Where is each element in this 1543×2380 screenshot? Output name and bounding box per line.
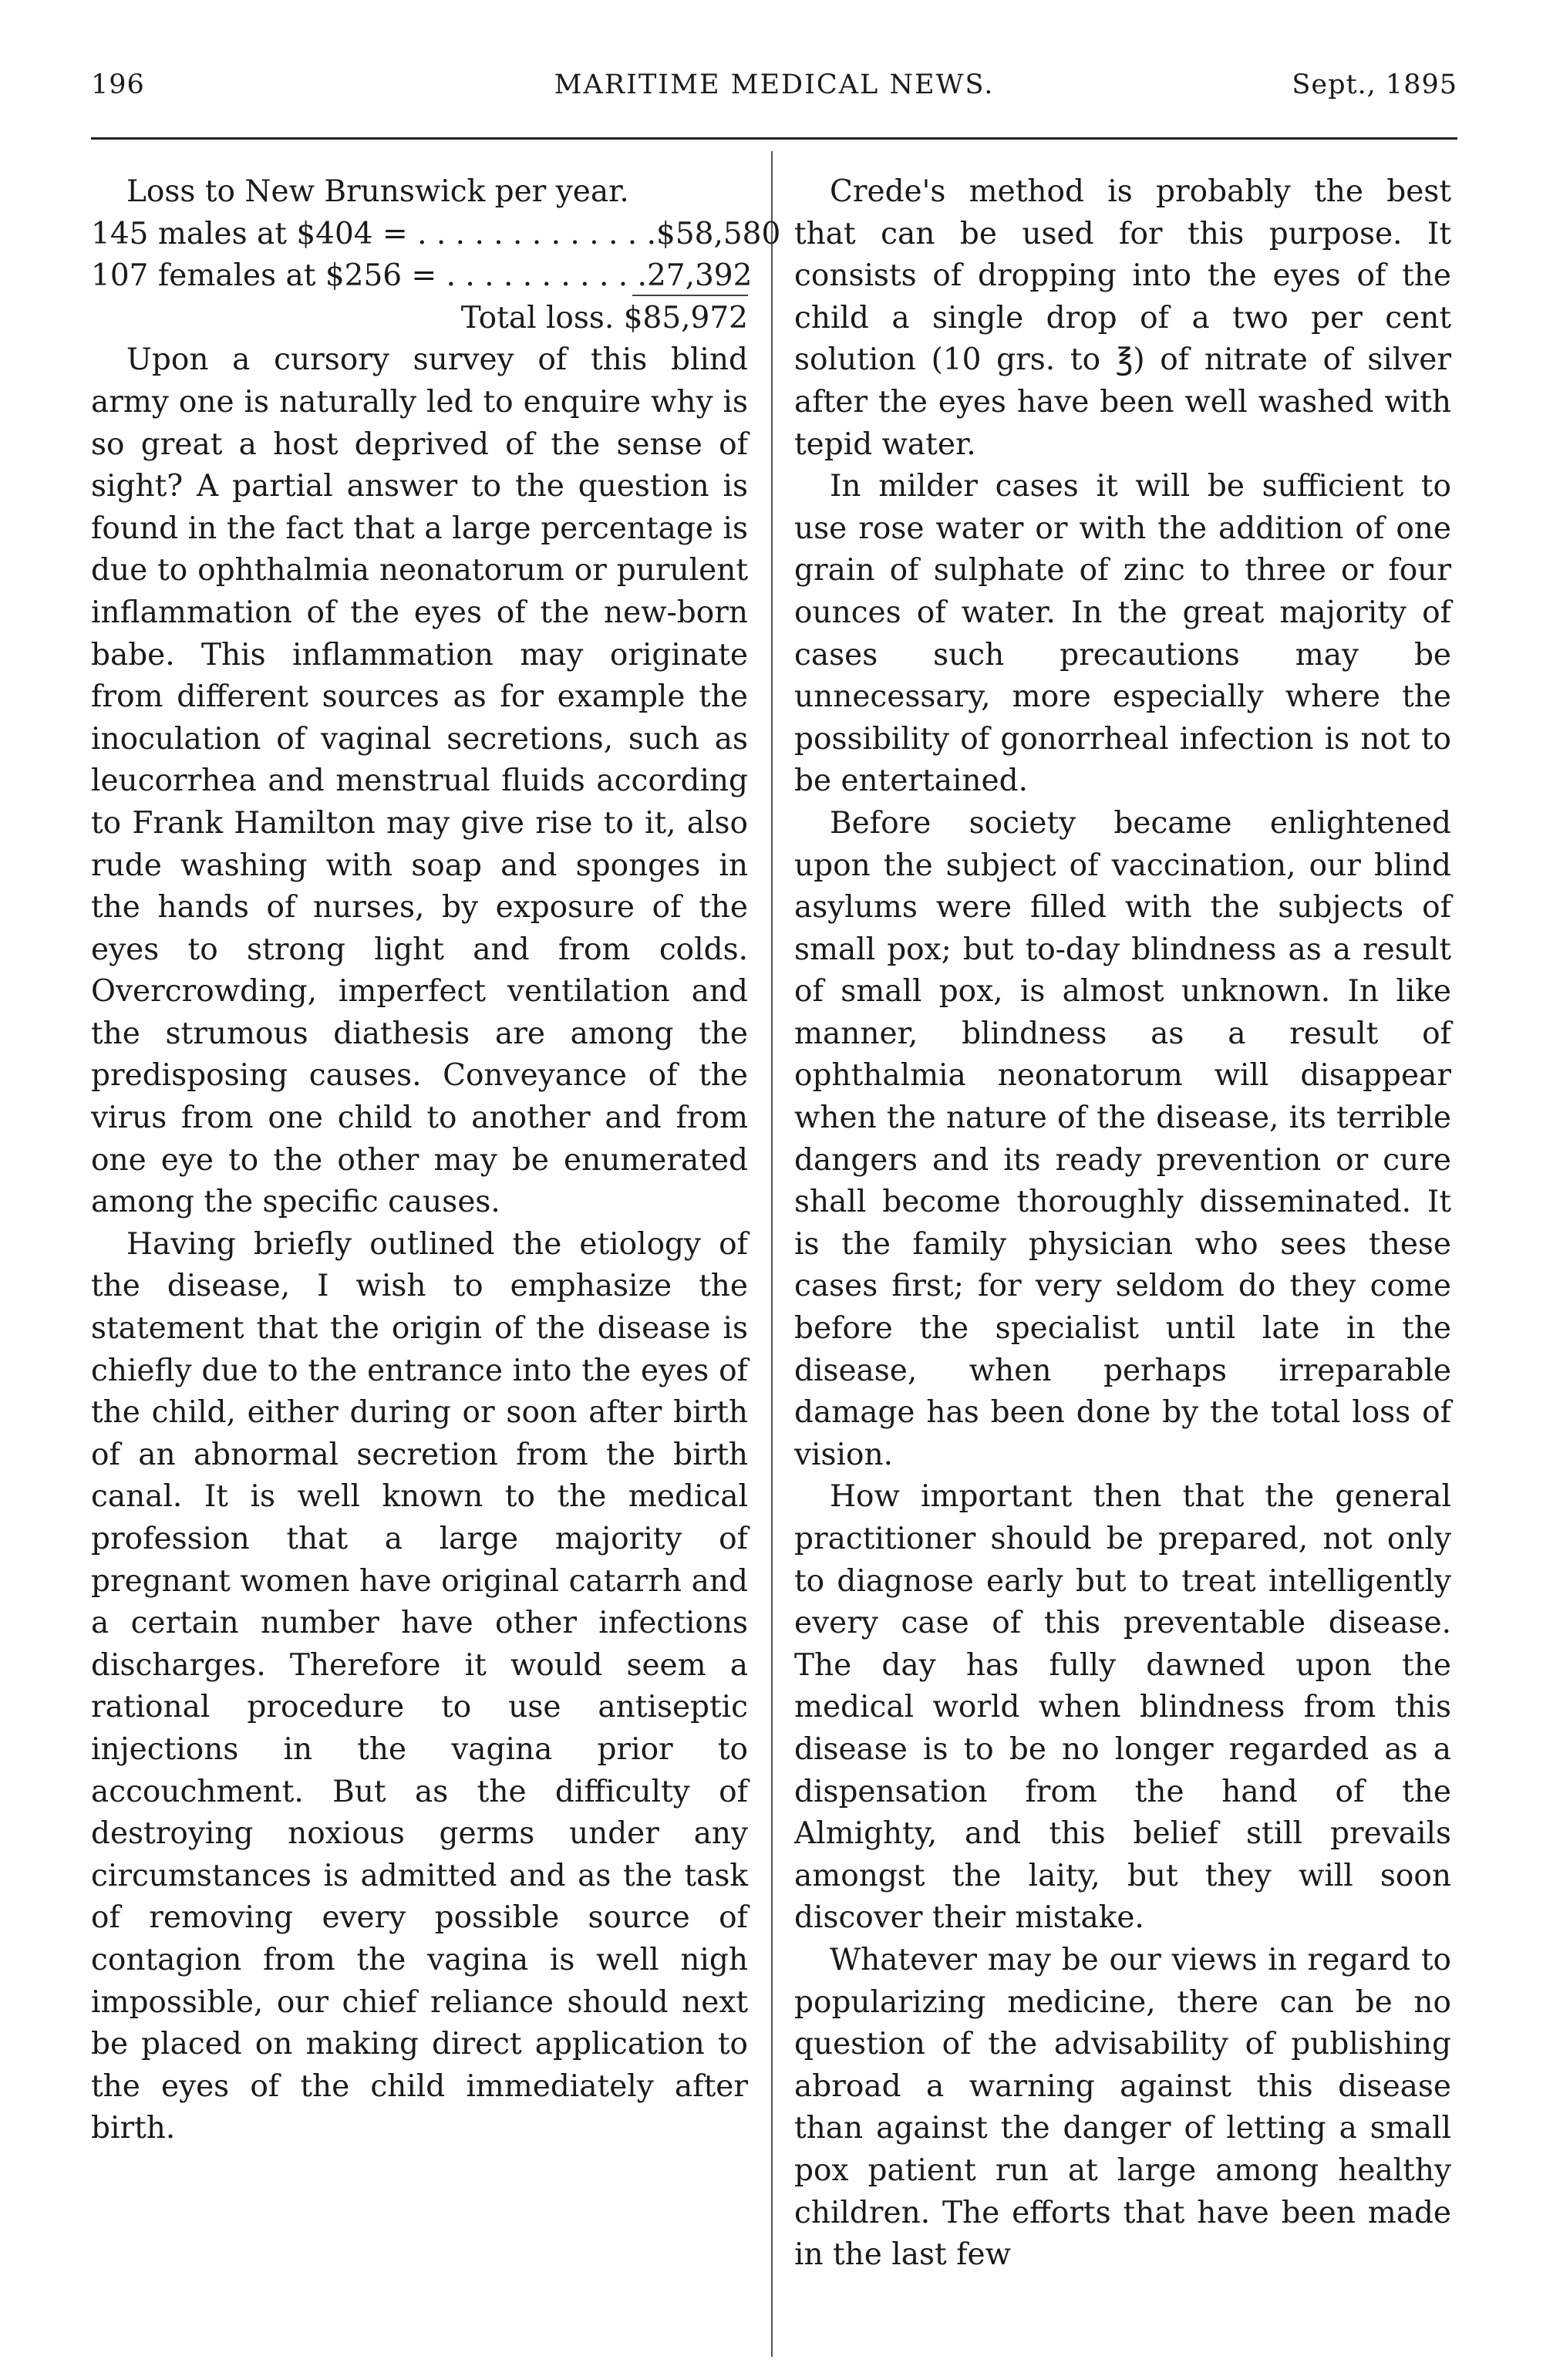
loss-total-text: Total loss. $85,972	[460, 300, 748, 335]
loss-row-males	[91, 214, 781, 256]
paragraph: Whatever may be our views in regard to popularizing medicine, there can be no question of the advisability of publishing abroad a warning against this disease than against the danger of letting a small pox patient run at large among healthy children. The efforts that have been made in the last few	[794, 1942, 1451, 2273]
loss-row-value: 27,392	[646, 258, 753, 294]
loss-row-value: $58,580	[656, 216, 781, 251]
header-rule	[91, 137, 1457, 140]
issue-date: Sept., 1895	[1292, 69, 1457, 100]
loss-row-females	[91, 255, 753, 298]
running-header	[91, 69, 1457, 116]
loss-table-title: Loss to New Brunswick per year.	[126, 174, 629, 209]
sum-rule	[632, 295, 748, 296]
column-divider	[771, 151, 773, 2357]
paragraph: How important then that the general practitioner should be prepared, not only to diagnose early but to treat intelligently every case of this preventable disease. The day has fully dawned upon the medical world when blindness from this disease is to be no longer regarded as a dispensation from the hand of the Almighty, and this belief still prevails amongst the laity, but they will soon discover their mistake.	[794, 1479, 1451, 1936]
paragraph: Before society became enlightened upon the subject of vaccination, our blind asylums were filled with the subjects of small pox; but to-day blindness as a result of small pox, is almost unknown. In like manner, blindness as a result of ophthalmia neonatorum will disappear when the nature of the disease, its terrible dangers and its ready prevention or cure shall become thoroughly disseminated. It is the family physician who sees these cases first; for very seldom do they come before the specialist until late in the disease, when perhaps irreparable damage has been done by the total loss of vision.	[794, 805, 1451, 1472]
left-column	[91, 171, 781, 2150]
paragraph: Upon a cursory survey of this blind army one is naturally led to enquire why is so great a host deprived of the sense of sight? A partial answer to the question is found in the fact that a large percentage is due to ophthalmia neonatorum or purulent inflammation of the eyes of the new-born babe. This inflammation may originate from different sources as for example the inoculation of vaginal secretions, such as leucorrhea and menstrual fluids according to Frank Hamilton may give rise to it, also rude washing with soap and sponges in the hands of nurses, by exposure of the eyes to strong light and from colds. Overcrowding, imperfect ventilation and the strumous diathesis are among the predisposing causes. Conveyance of the virus from one child to another and from one eye to the other may be enumerated among the specific causes.	[91, 342, 748, 1220]
loss-table	[91, 171, 781, 339]
paragraph: In milder cases it will be sufficient to use rose water or with the addition of one grain of sulphate of zinc to three or four ounces of water. In the great majority of cases such precautions may be unnecessary, more especially where the possibility of gonorrheal infection is not to be entertained.	[794, 469, 1451, 799]
paragraph: Having briefly outlined the etiology of the disease, I wish to emphasize the statement that the origin of the disease is chiefly due to the entrance into the eyes of the child, either during or soon after birth of an abnormal secretion from the birth canal. It is well known to the medical profession that a large majority of pregnant women have original catarrh and a certain number have other infections discharges. Therefore it would seem a rational procedure to use antiseptic injections in the vagina prior to accouchment. But as the difficulty of destroying noxious germs under any circumstances is admitted and as the task of removing every possible source of contagion from the vagina is well nigh impossible, our chief reliance should next be placed on making direct application to the eyes of the child immediately after birth.	[91, 1226, 748, 2146]
right-column	[794, 171, 1451, 2277]
journal-title: MARITIME MEDICAL NEWS.	[554, 69, 995, 100]
loss-row-label: 107 females at $256 = . . . . . . . . . . .	[91, 258, 647, 294]
loss-row-label: 145 males at $404 = . . . . . . . . . . . . .	[91, 216, 657, 251]
loss-total	[91, 298, 748, 340]
paragraph: Crede's method is probably the best that can be used for this purpose. It consists of dropping into the eyes of the child a single drop of a two per cent solution (10 grs. to ℥) of nitrate of silver after the eyes have been well washed with tepid water.	[794, 174, 1451, 462]
page-number: 196	[91, 69, 145, 100]
